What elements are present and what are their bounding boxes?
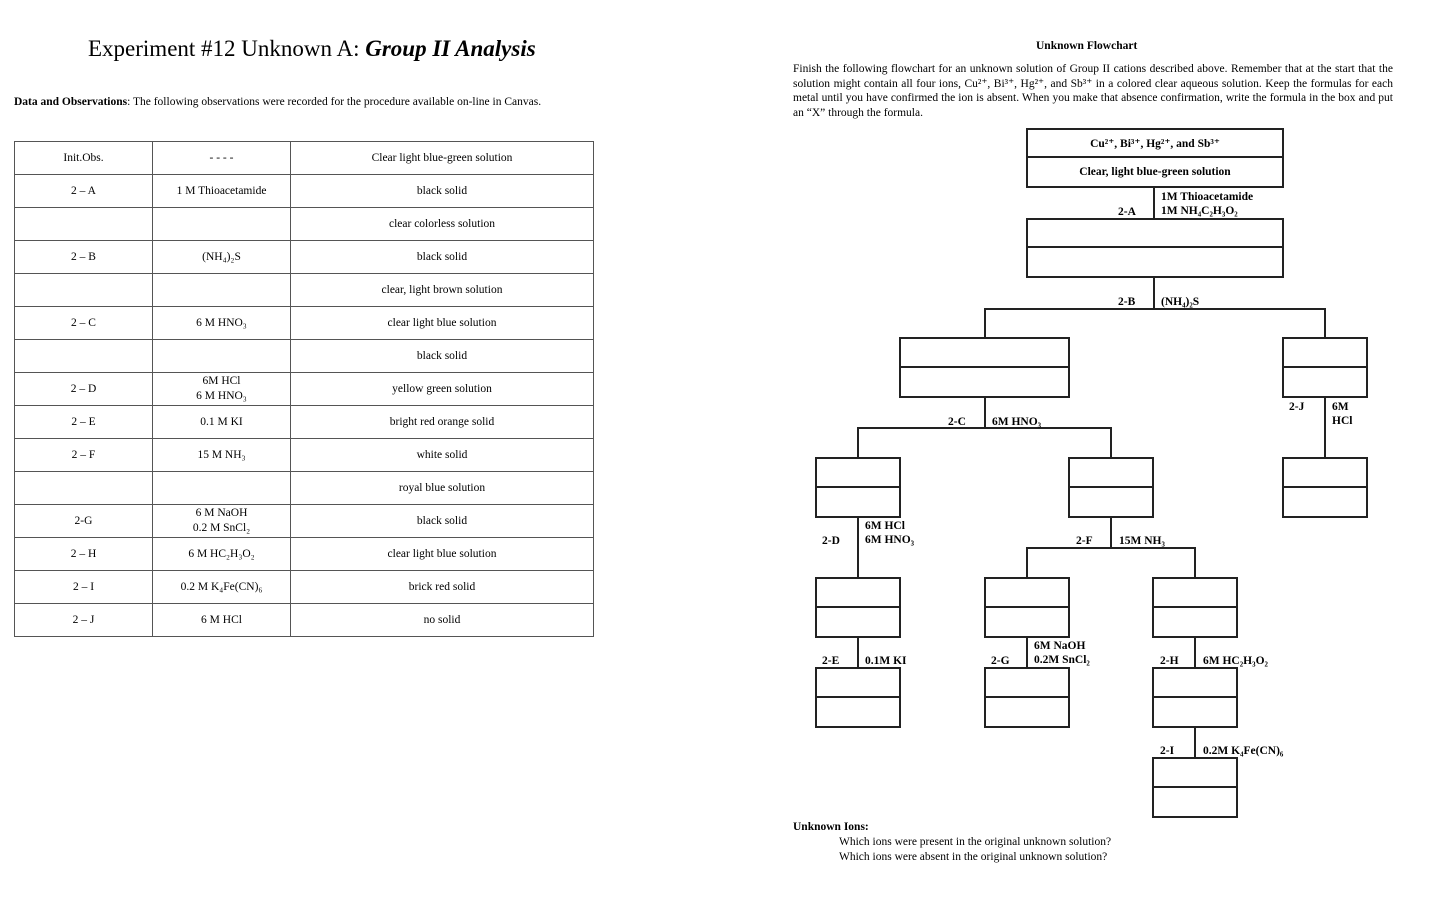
flowchart-box-after-2i[interactable] xyxy=(1152,757,1238,818)
start-ions: Cu²⁺, Bi³⁺, Hg²⁺, and Sb³⁺ xyxy=(1028,130,1282,158)
answer-cell[interactable] xyxy=(1028,220,1282,248)
observation-cell: no solid xyxy=(291,604,594,637)
answer-cell[interactable] xyxy=(1154,608,1236,637)
observation-cell: black solid xyxy=(291,340,594,373)
observation-cell: clear colorless solution xyxy=(291,208,594,241)
observation-cell: royal blue solution xyxy=(291,472,594,505)
table-row xyxy=(15,571,594,604)
step-cell: 2 – F xyxy=(15,439,153,472)
step-reagent-2g: 6M NaOH 0.2M SnCl₂ xyxy=(1034,640,1090,666)
table-row xyxy=(15,142,594,175)
flowchart-box-2f-left[interactable] xyxy=(984,577,1070,638)
step-code-2f: 2-F xyxy=(1076,535,1093,547)
branch-f-horizontal xyxy=(1026,547,1196,549)
step-cell xyxy=(15,472,153,505)
flowchart-start-box xyxy=(1026,128,1284,188)
connector-e xyxy=(857,637,859,668)
flowchart-box-after-2g[interactable] xyxy=(984,667,1070,728)
answer-cell[interactable] xyxy=(817,698,899,727)
table-row xyxy=(15,472,594,505)
page-title xyxy=(88,36,536,62)
step-cell: 2-G xyxy=(15,505,153,538)
step-cell xyxy=(15,274,153,307)
reagent-cell: 6 M HNO₃ xyxy=(153,307,291,340)
observation-cell: black solid xyxy=(291,175,594,208)
table-row xyxy=(15,604,594,637)
connector-f xyxy=(1110,517,1112,549)
question-present: Which ions were present in the original unknown solution? xyxy=(839,836,1112,848)
answer-cell[interactable] xyxy=(986,579,1068,608)
step-cell: 2 – H xyxy=(15,538,153,571)
observation-cell: bright red orange solid xyxy=(291,406,594,439)
step-cell: 2 – C xyxy=(15,307,153,340)
reagent-cell: 15 M NH₃ xyxy=(153,439,291,472)
answer-cell[interactable] xyxy=(817,579,899,608)
branch-b-right-drop xyxy=(1324,308,1326,338)
step-code-2a: 2-A xyxy=(1118,206,1136,218)
connector-b xyxy=(1153,276,1155,310)
unknown-ions-heading: Unknown Ions: xyxy=(793,821,869,833)
step-cell: 2 – I xyxy=(15,571,153,604)
flowchart-box-2f-right[interactable] xyxy=(1152,577,1238,638)
flowchart-box-2c-right[interactable] xyxy=(1068,457,1154,518)
start-description: Clear, light blue-green solution xyxy=(1079,166,1231,178)
answer-cell[interactable] xyxy=(1028,248,1282,276)
flowchart-box-after-2e[interactable] xyxy=(815,667,901,728)
flowchart-box-after-2h[interactable] xyxy=(1152,667,1238,728)
answer-cell[interactable] xyxy=(1154,669,1236,698)
answer-cell[interactable] xyxy=(1154,788,1236,817)
answer-cell[interactable] xyxy=(1154,698,1236,727)
connector-j xyxy=(1324,397,1326,458)
step-reagent-2h: 6M HC₂H₃O₂ xyxy=(1203,655,1268,667)
data-observations-text: : The following observations were recorded for the procedure available on-line in Canvas. xyxy=(127,96,542,108)
flowchart-box-2c-left[interactable] xyxy=(815,457,901,518)
branch-c-left-drop xyxy=(857,427,859,458)
table-row xyxy=(15,241,594,274)
answer-cell[interactable] xyxy=(817,608,899,637)
observation-cell: brick red solid xyxy=(291,571,594,604)
branch-f-right-drop xyxy=(1194,547,1196,578)
branch-c-right-drop xyxy=(1110,427,1112,458)
answer-cell[interactable] xyxy=(901,339,1068,368)
observation-cell: clear, light brown solution xyxy=(291,274,594,307)
title-italic: Group II Analysis xyxy=(365,36,536,61)
step-reagent-2j: 6M HCl xyxy=(1332,401,1353,427)
data-observations-intro xyxy=(14,96,541,108)
reagent-cell: 6 M HCl xyxy=(153,604,291,637)
answer-cell[interactable] xyxy=(1284,459,1366,488)
flowchart-box-2b-left[interactable] xyxy=(899,337,1070,398)
step-code-2h: 2-H xyxy=(1160,655,1179,667)
reagent-cell xyxy=(153,274,291,307)
connector-c xyxy=(984,397,986,429)
answer-cell[interactable] xyxy=(1154,579,1236,608)
step-code-2c: 2-C xyxy=(948,416,966,428)
answer-cell[interactable] xyxy=(817,459,899,488)
reagent-cell: (NH₄)₂S xyxy=(153,241,291,274)
connector-d xyxy=(857,517,859,578)
table-row xyxy=(15,175,594,208)
step-cell: 2 – D xyxy=(15,373,153,406)
table-row xyxy=(15,406,594,439)
step-cell: 2 – J xyxy=(15,604,153,637)
reagent-cell: 6M HCl 6 M HNO₃ xyxy=(153,373,291,406)
step-cell: 2 – A xyxy=(15,175,153,208)
observation-cell: yellow green solution xyxy=(291,373,594,406)
reagent-cell: 1 M Thioacetamide xyxy=(153,175,291,208)
table-row xyxy=(15,307,594,340)
answer-cell[interactable] xyxy=(817,669,899,698)
step-reagent-2i: 0.2M K₄Fe(CN)₆ xyxy=(1203,745,1284,757)
table-row xyxy=(15,505,594,538)
flowchart-box-after-2a[interactable] xyxy=(1026,218,1284,278)
step-cell xyxy=(15,208,153,241)
answer-cell[interactable] xyxy=(1284,368,1366,397)
step-reagent-2b: (NH₄)₂S xyxy=(1161,296,1200,308)
branch-c-horizontal xyxy=(857,427,1112,429)
branch-f-left-drop xyxy=(1026,547,1028,578)
step-cell: 2 – E xyxy=(15,406,153,439)
title-plain: Experiment #12 Unknown A: xyxy=(88,36,366,61)
step-reagent-2f: 15M NH₃ xyxy=(1119,535,1165,547)
flowchart-box-after-2d[interactable] xyxy=(815,577,901,638)
flowchart-title: Unknown Flowchart xyxy=(1036,40,1138,52)
step-cell: Init.Obs. xyxy=(15,142,153,175)
flowchart-box-after-2j[interactable] xyxy=(1282,457,1368,518)
step-code-2e: 2-E xyxy=(822,655,840,667)
step-reagent-2a: 1M Thioacetamide 1M NH₄C₂H₃O₂ xyxy=(1161,191,1254,217)
step-code-2b: 2-B xyxy=(1118,296,1136,308)
flowchart-instructions: Finish the following flowchart for an unknown solution of Group II cations described above. Remember that at the start that the solution might contain all four ions, Cu²⁺, Bi³⁺, Hg²⁺, and Sb³⁺ in a colored clear aqueous solution. Keep the formulas for each metal until you have confirmed the ion is absent. When you make that absence confirmation, write the formula in the box and put an “X” through the formula. xyxy=(793,63,1393,119)
answer-cell[interactable] xyxy=(817,488,899,517)
unknown-ions-section xyxy=(793,820,1111,865)
data-observations-label: Data and Observations xyxy=(14,96,128,108)
reagent-cell xyxy=(153,208,291,241)
answer-cell[interactable] xyxy=(986,669,1068,698)
reagent-cell xyxy=(153,340,291,373)
observation-cell: clear light blue solution xyxy=(291,307,594,340)
table-row xyxy=(15,274,594,307)
reagent-cell: 0.1 M KI xyxy=(153,406,291,439)
reagent-cell: 6 M HC₂H₃O₂ xyxy=(153,538,291,571)
observation-cell: Clear light blue-green solution xyxy=(291,142,594,175)
answer-cell[interactable] xyxy=(901,368,1068,397)
flowchart-box-2b-right[interactable] xyxy=(1282,337,1368,398)
question-absent: Which ions were absent in the original unknown solution? xyxy=(839,851,1108,863)
step-code-2d: 2-D xyxy=(822,535,840,547)
answer-cell[interactable] xyxy=(1154,759,1236,788)
observations-table-body xyxy=(15,142,594,637)
branch-b-left-drop xyxy=(984,308,986,338)
answer-cell[interactable] xyxy=(986,608,1068,637)
answer-cell[interactable] xyxy=(986,698,1068,727)
answer-cell[interactable] xyxy=(1284,488,1366,517)
step-cell xyxy=(15,340,153,373)
connector-a xyxy=(1153,186,1155,219)
answer-cell[interactable] xyxy=(1284,339,1366,368)
table-row xyxy=(15,439,594,472)
step-code-2i: 2-I xyxy=(1160,745,1175,757)
step-code-2j: 2-J xyxy=(1289,401,1305,413)
step-reagent-2e: 0.1M KI xyxy=(865,655,907,667)
table-row xyxy=(15,340,594,373)
table-row xyxy=(15,538,594,571)
step-reagent-2c: 6M HNO₃ xyxy=(992,416,1042,428)
observations-table xyxy=(14,141,594,637)
step-reagent-2d: 6M HCl 6M HNO₃ xyxy=(865,520,915,546)
reagent-cell xyxy=(153,472,291,505)
answer-cell[interactable] xyxy=(1070,459,1152,488)
observation-cell: clear light blue solution xyxy=(291,538,594,571)
answer-cell[interactable] xyxy=(1070,488,1152,517)
reagent-cell: - - - - xyxy=(153,142,291,175)
observation-cell: black solid xyxy=(291,505,594,538)
step-cell: 2 – B xyxy=(15,241,153,274)
connector-h xyxy=(1194,637,1196,668)
connector-i xyxy=(1194,727,1196,758)
table-row xyxy=(15,208,594,241)
table-row xyxy=(15,373,594,406)
observation-cell: white solid xyxy=(291,439,594,472)
connector-g xyxy=(1026,637,1028,668)
reagent-cell: 0.2 M K₄Fe(CN)₆ xyxy=(153,571,291,604)
step-code-2g: 2-G xyxy=(991,655,1010,667)
reagent-cell: 6 M NaOH 0.2 M SnCl₂ xyxy=(153,505,291,538)
branch-b-horizontal xyxy=(984,308,1326,310)
observation-cell: black solid xyxy=(291,241,594,274)
